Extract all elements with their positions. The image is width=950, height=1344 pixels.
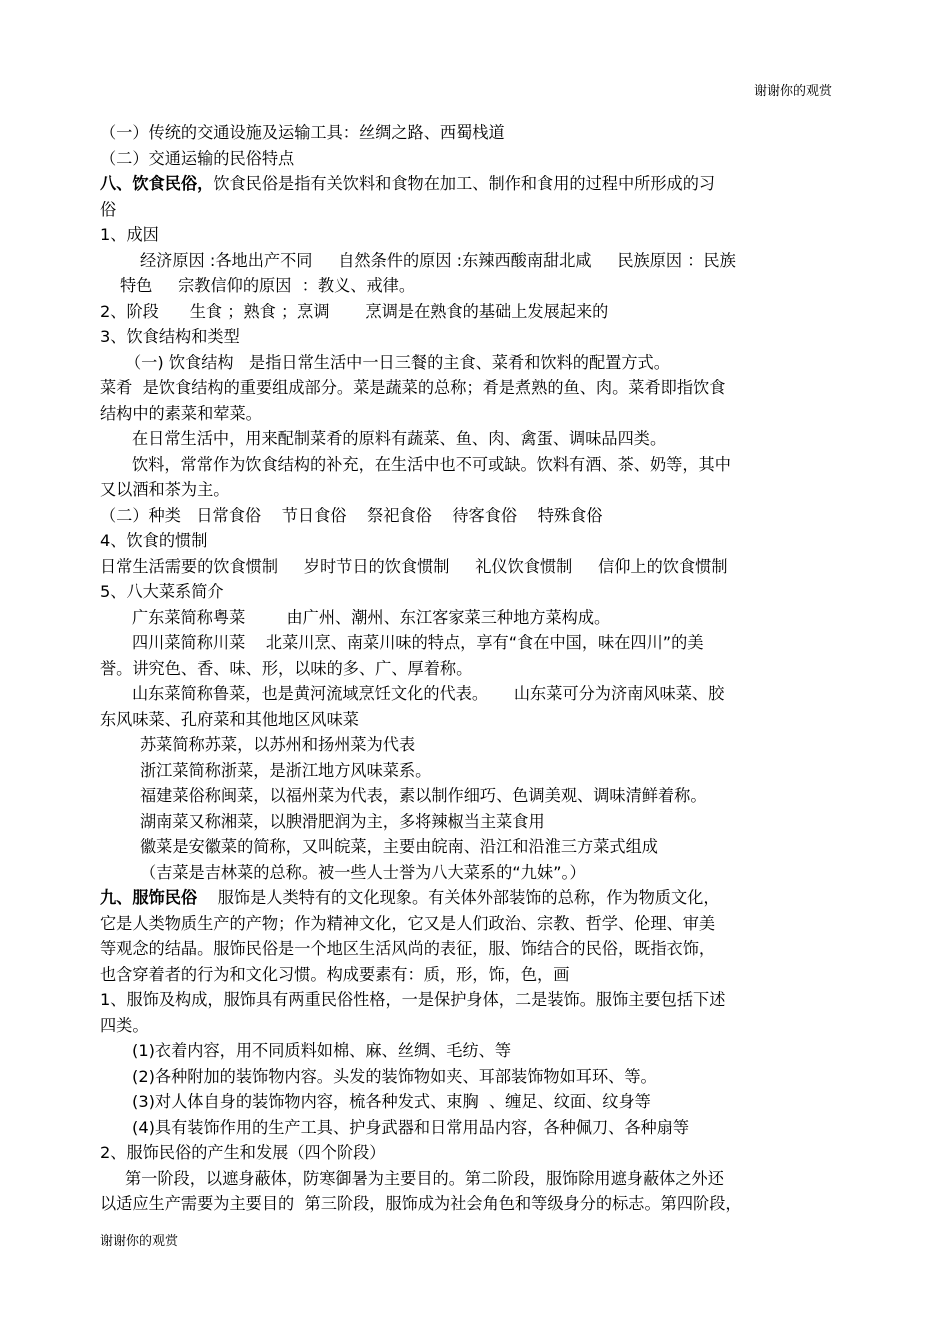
text-line: [100, 681, 850, 707]
line-text: 特色 宗教信仰的原因 ：教义、戒律。: [120, 276, 416, 295]
section-heading: 九、服饰民俗: [100, 888, 198, 907]
line-text: 1、服饰及构成，服饰具有两重民俗性格，一是保护身体，二是装饰。服饰主要包括下述: [100, 990, 726, 1009]
line-text: (3)对人体自身的装饰物内容，梳各种发式、束胸 、缠足、纹面、纹身等: [132, 1092, 651, 1111]
page-header: 谢谢你的观赏: [753, 84, 832, 99]
text-line: [100, 579, 850, 605]
line-text: 等观念的结晶。服饰民俗是一个地区生活风尚的表征，服、饰结合的民俗，既指衣饰，: [100, 939, 716, 958]
line-text: 2、阶段 生食 ；熟食 ；烹调 烹调是在熟食的基础上发展起来的: [100, 301, 609, 321]
line-text: 饮食民俗是指有关饮料和食物在加工、制作和食用的过程中所形成的习: [213, 174, 716, 193]
line-text: 菜肴 是饮食结构的重要组成部分。菜是蔬菜的总称；肴是煮熟的鱼、肉。菜肴即指饮食: [100, 378, 726, 397]
text-line: [100, 528, 850, 554]
line-text: 饮料，常常作为饮食结构的补充，在生活中也不可或缺。饮料有酒、茶、奶等，其中: [132, 454, 731, 474]
text-line: [100, 860, 850, 886]
line-text: 4、饮食的惯制: [100, 531, 208, 550]
line-text: 苏菜简称苏菜，以苏州和扬州菜为代表: [140, 735, 416, 754]
text-line: [100, 834, 850, 860]
line-text: 以适应生产需要为主要目的 第三阶段，服饰成为社会角色和等级身分的标志。第四阶段，: [100, 1194, 742, 1213]
line-text: 结构中的素菜和荤菜。: [100, 403, 262, 423]
line-text: （吉菜是吉林菜的总称。被一些人士誉为八大菜系的“九妹”。）: [140, 862, 586, 882]
section-heading: 八、饮食民俗，: [100, 174, 214, 193]
line-text: 经济原因 :各地出产不同 自然条件的原因 :东辣西酸南甜北咸 民族原因 ：民族: [140, 250, 736, 270]
text-line: [100, 1115, 850, 1141]
line-text: 它是人类物质生产的产物；作为精神文化，它又是人们政治、宗教、哲学、伦理、审美: [100, 913, 716, 933]
text-line: [100, 350, 850, 376]
text-line: [100, 605, 850, 631]
line-text: 四川菜简称川菜 北菜川烹、南菜川味的特点，享有“食在中国，味在四川”的美: [132, 633, 704, 652]
line-text: （二）交通运输的民俗特点: [100, 148, 295, 168]
text-line: [100, 120, 850, 146]
line-text: （二）种类 日常食俗 节日食俗 祭祀食俗 待客食俗 特殊食俗: [100, 505, 603, 525]
text-line: [100, 248, 850, 274]
text-line: [100, 987, 850, 1013]
line-text: 服饰是人类特有的文化现象。有关体外部装饰的总称，作为物质文化，: [197, 888, 720, 907]
line-text: 广东菜简称粤菜 由广州、潮州、东江客家菜三种地方菜构成。: [132, 607, 611, 627]
line-text: 也含穿着者的行为和文化习惯。构成要素有：质，形，饰，色，画: [100, 964, 570, 984]
line-text: 东风味菜、孔府菜和其他地区风味菜: [100, 709, 359, 729]
line-text: 四类。: [100, 1015, 149, 1035]
line-text: (1)衣着内容，用不同质料如棉、麻、丝绸、毛纺、等: [132, 1041, 512, 1060]
text-line: [100, 1089, 850, 1115]
text-line: [100, 885, 850, 911]
line-text: 浙江菜简称浙菜，是浙江地方风味菜系。: [140, 760, 432, 780]
text-line: [100, 477, 850, 503]
text-line: [100, 299, 850, 325]
text-line: [100, 222, 850, 248]
text-line: [100, 324, 850, 350]
text-line: [100, 630, 850, 656]
line-text: 徽菜是安徽菜的简称，又叫皖菜，主要由皖南、沿江和沿淮三方菜式组成: [140, 837, 658, 856]
text-line: [100, 273, 850, 299]
text-line: [100, 503, 850, 529]
line-text: 3、饮食结构和类型: [100, 327, 240, 346]
text-line: [100, 375, 850, 401]
text-line: [100, 1064, 850, 1090]
line-text: (2)各种附加的装饰物内容。头发的装饰物如夹、耳部装饰物如耳环、等。: [132, 1066, 657, 1086]
text-line: [100, 911, 850, 937]
line-text: 2、服饰民俗的产生和发展（四个阶段）: [100, 1143, 386, 1162]
text-line: [100, 1038, 850, 1064]
text-line: [100, 758, 850, 784]
text-line: [100, 809, 850, 835]
text-line: [100, 962, 850, 988]
line-text: （一) 饮食结构 是指日常生活中一日三餐的主食、菜肴和饮料的配置方式。: [125, 352, 670, 372]
text-line: [100, 401, 850, 427]
line-text: 1、成因: [100, 225, 159, 244]
line-text: 日常生活需要的饮食惯制 岁时节日的饮食惯制 礼仪饮食惯制 信仰上的饮食惯制: [100, 556, 728, 576]
line-text: 在日常生活中，用来配制菜肴的原料有蔬菜、鱼、肉、禽蛋、调味品四类。: [132, 429, 667, 448]
text-line: [100, 707, 850, 733]
line-text: （一）传统的交通设施及运输工具：丝绸之路、西蜀栈道: [100, 123, 505, 142]
text-line: [100, 656, 850, 682]
text-line: [100, 1191, 850, 1217]
text-line: [100, 554, 850, 580]
text-line: [100, 452, 850, 478]
line-text: 第一阶段，以遮身蔽体，防寒御暑为主要目的。第二阶段，服饰除用遮身蔽体之外还: [125, 1168, 724, 1188]
text-line: [100, 197, 850, 223]
text-line: [100, 783, 850, 809]
text-line: [100, 146, 850, 172]
document-body: [100, 120, 850, 1217]
line-text: 又以酒和茶为主。: [100, 480, 230, 499]
line-text: 誉。讲究色、香、味、形，以味的多、广、厚着称。: [100, 658, 473, 678]
page-footer: 谢谢你的观赏: [100, 1234, 179, 1249]
line-text: (4)具有装饰作用的生产工具、护身武器和日常用品内容，各种佩刀、各种扇等: [132, 1117, 690, 1137]
text-line: [100, 732, 850, 758]
line-text: 湖南菜又称湘菜，以腴滑肥润为主，多将辣椒当主菜食用: [140, 811, 545, 831]
line-text: 俗: [100, 199, 117, 219]
text-line: [100, 171, 850, 197]
text-line: [100, 1013, 850, 1039]
text-line: [100, 1166, 850, 1192]
line-text: 山东菜简称鲁菜，也是黄河流域烹饪文化的代表。 山东菜可分为济南风味菜、胶: [132, 684, 725, 703]
text-line: [100, 426, 850, 452]
line-text: 福建菜俗称闽菜，以福州菜为代表，素以制作细巧、色调美观、调味清鲜着称。: [140, 786, 707, 805]
text-line: [100, 1140, 850, 1166]
text-line: [100, 936, 850, 962]
line-text: 5、八大菜系简介: [100, 582, 224, 601]
